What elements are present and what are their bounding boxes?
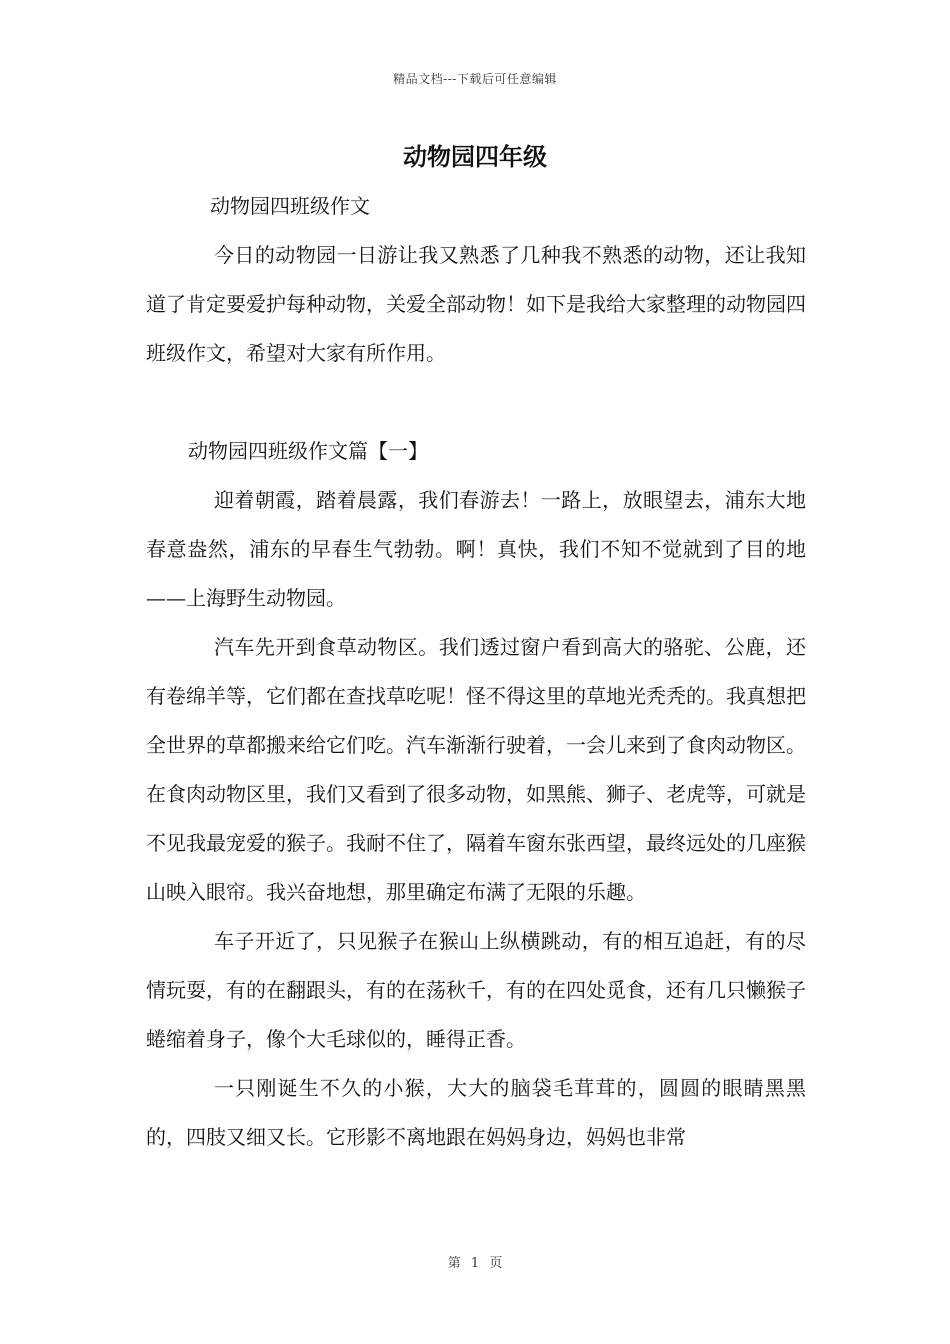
- page-header: 精品文档---下载后可任意编辑: [393, 72, 557, 86]
- document-subtitle: 动物园四班级作文: [210, 194, 370, 218]
- section-heading: 动物园四班级作文篇【一】: [188, 439, 428, 463]
- document-body: [146, 182, 806, 1162]
- page-number: 1: [470, 1256, 480, 1271]
- page-number-prefix: 第: [447, 1256, 461, 1271]
- page-number-suffix: 页: [489, 1256, 503, 1271]
- intro-paragraph: 今日的动物园一日游让我又熟悉了几种我不熟悉的动物，还让我知道了肯定要爱护每种动物，关爱全部动物！如下是我给大家整理的动物园四班级作文，希望对大家有所作用。: [146, 243, 806, 365]
- page-footer: [0, 1252, 950, 1271]
- body-paragraph-1: 迎着朝霞，踏着晨露，我们春游去！一路上，放眼望去，浦东大地春意盎然，浦东的早春生气勃勃。啊！真快，我们不知不觉就到了目的地——上海野生动物园。: [146, 488, 806, 610]
- body-paragraph-2: 汽车先开到食草动物区。我们透过窗户看到高大的骆驼、公鹿，还有卷绵羊等，它们都在查找草吃呢！怪不得这里的草地光秃秃的。我真想把全世界的草都搬来给它们吃。汽车渐渐行驶着，一会儿来到了食肉动物区。在食肉动物区里，我们又看到了很多动物，如黑熊、狮子、老虎等，可就是不见我最宠爱的猴子。我耐不住了，隔着车窗东张西望，最终远处的几座猴山映入眼帘。我兴奋地想，那里确定布满了无限的乐趣。: [146, 635, 806, 904]
- body-paragraph-4: 一只刚诞生不久的小猴，大大的脑袋毛茸茸的，圆圆的眼睛黑黑的，四肢又细又长。它形影不离地跟在妈妈身边，妈妈也非常: [146, 1076, 806, 1149]
- document-title: 动物园四年级: [403, 142, 547, 171]
- body-paragraph-3: 车子开近了，只见猴子在猴山上纵横跳动，有的相互追赶，有的尽情玩耍，有的在翻跟头，有的在荡秋千，有的在四处觅食，还有几只懒猴子蜷缩着身子，像个大毛球似的，睡得正香。: [146, 929, 806, 1051]
